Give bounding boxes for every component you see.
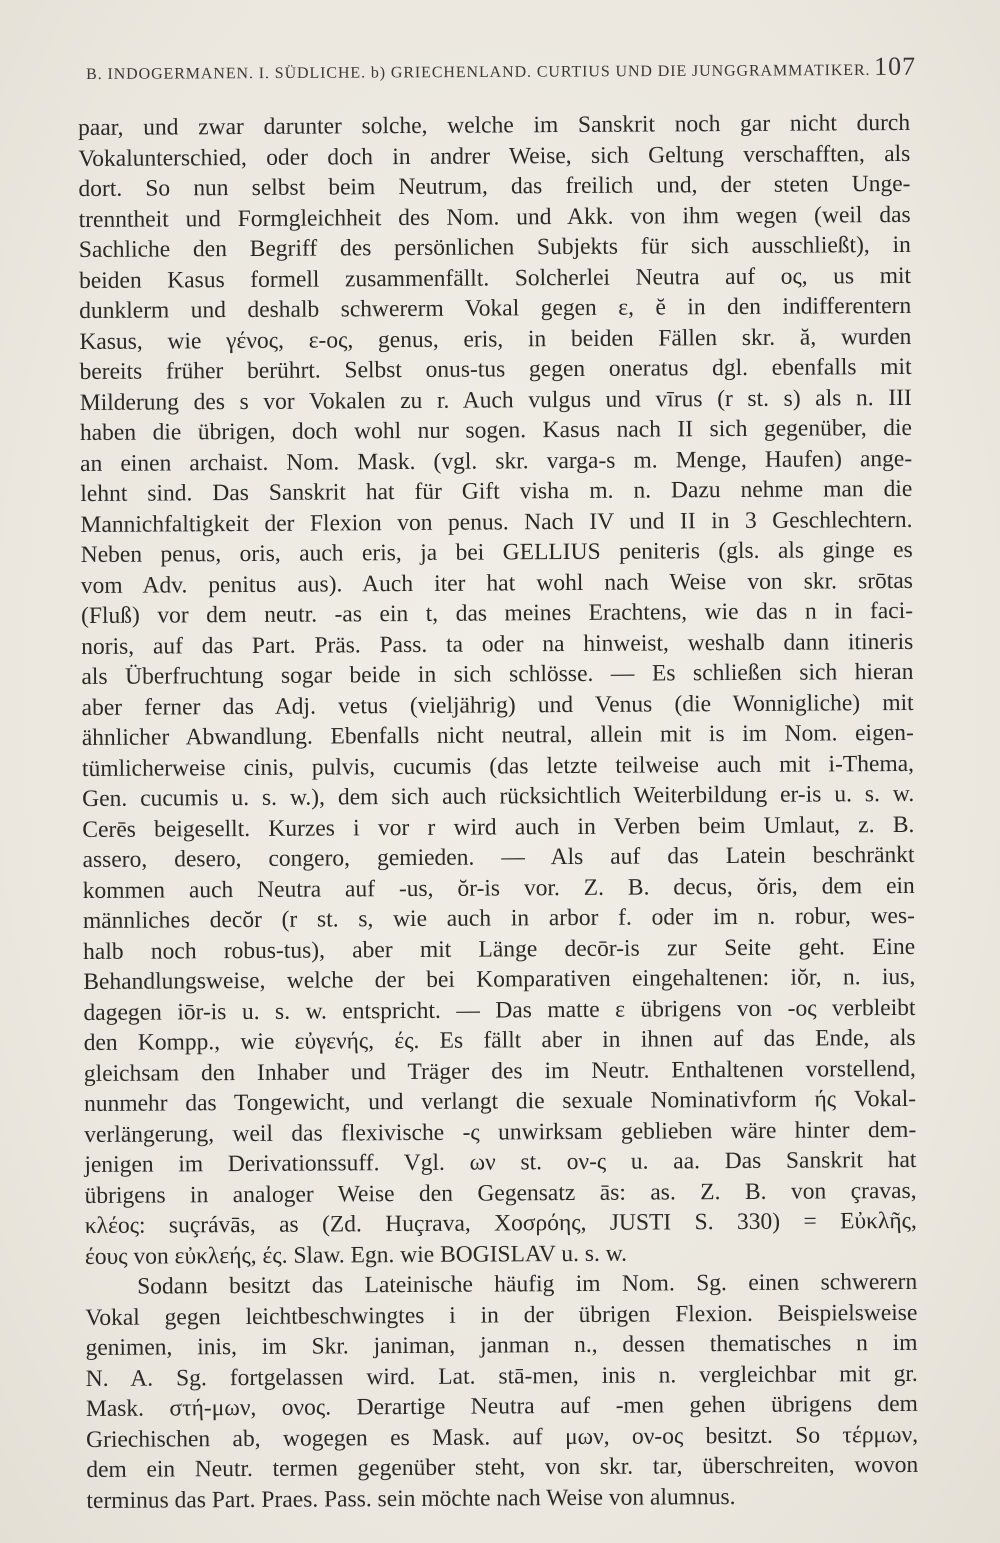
text-line: Vokalunterschied, oder doch in andrer Weise, sich Geltung verschafften, als	[78, 140, 911, 172]
running-title: B. INDOGERMANEN. I. SÜDLICHE. b) GRIECHENLAND. CURTIUS UND DIE JUNGGRAMMATIKER.	[86, 61, 871, 83]
text-line: haben die übrigen, doch wohl nur sogen. Kasus nach II sich gegenüber, die	[79, 414, 913, 446]
text-line: bereits früher berührt. Selbst onus-tus gegen oneratus dgl. ebenfalls mit	[79, 353, 912, 385]
text-line: nunmehr das Tongewicht, und verlangt die sexuale Nominativform ής Vokal-	[83, 1085, 917, 1117]
text-line: als Überfruchtung sogar beide in sich schlösse. — Es schließen sich hieran	[81, 658, 914, 690]
text-line: jenigen im Derivationssuff. Vgl. ων st. ον-ς u. aa. Das Sanskrit hat	[84, 1146, 917, 1178]
text-line: Sachliche den Begriff des persönlichen Subjekts für sich ausschließt), in	[78, 231, 911, 263]
text-line: tümlicherweise cinis, pulvis, cucumis (das letzte teilweise auch mit i-Thema,	[81, 750, 915, 782]
page-number: 107	[873, 51, 917, 81]
text-line: Kasus, wie γένος, ε-ος, genus, eris, in beiden Fällen skr. ă, wurden	[79, 323, 912, 355]
text-line: vom Adv. penitus aus). Auch iter hat wohl nach Weise von skr. srōtas	[80, 567, 913, 599]
text-line: ähnlicher Abwandlung. Ebenfalls nicht neutral, allein mit is im Nom. eigen-	[81, 719, 914, 751]
text-line: Neben penus, oris, auch eris, ja bei GELLIUS peniteris (gls. als ginge es	[80, 536, 913, 568]
text-line: genimen, inis, im Skr. janiman, janman n., dessen thematisches n im	[85, 1329, 918, 1361]
text-line: aber ferner das Adj. vetus (vieljährig) und Venus (die Wonnigliche) mit	[81, 689, 914, 721]
text-line: Sodann besitzt das Lateinische häufig im Nom. Sg. einen schwerern	[137, 1268, 918, 1300]
text-line: (Fluß) vor dem neutr. -as ein t, das meines Erachtens, wie das n in faci-	[80, 597, 914, 629]
text-line: Behandlungsweise, welche der bei Komparativen eingehaltenen: iŏr, n. ius,	[83, 963, 916, 995]
text-line: dem ein Neutr. termen gegenüber steht, von skr. tar, überschreiten, wovon	[86, 1451, 919, 1483]
text-line: Vokal gegen leichtbeschwingtes i in der übrigen Flexion. Beispielsweise	[85, 1299, 918, 1331]
text-line: halb noch robus-tus), aber mit Länge decōr-is zur Seite geht. Eine	[83, 933, 916, 965]
text-line: männliches decŏr (r st. s, wie auch in arbor f. oder im n. robur, wes-	[82, 902, 915, 934]
text-line: verlängerung, weil das flexivische -ς unwirksam geblieben wäre hinter dem-	[84, 1116, 917, 1148]
text-line: lehnt sind. Das Sanskrit hat für Gift visha m. n. Dazu nehme man die	[80, 475, 913, 507]
text-line: terminus das Part. Praes. Pass. sein möchte nach Weise von alumnus.	[86, 1483, 736, 1514]
text-line: Milderung des s vor Vokalen zu r. Auch vulgus und vīrus (r st. s) als n. III	[79, 384, 912, 416]
text-line: übrigens in analoger Weise den Gegensatz ās: as. Z. B. von çravas,	[84, 1177, 917, 1209]
paragraph-2	[85, 1267, 918, 1516]
text-line: N. A. Sg. fortgelassen wird. Lat. stā-men, inis n. vergleichbar mit gr.	[85, 1360, 918, 1392]
text-line: den Kompp., wie εὐγενής, ές. Es fällt aber in ihnen auf das Ende, als	[83, 1024, 916, 1056]
running-head	[86, 52, 916, 90]
text-line: dort. So nun selbst beim Neutrum, das freilich und, der steten Unge-	[78, 170, 911, 202]
text-line: paar, und zwar darunter solche, welche im Sanskrit noch gar nicht durch	[78, 109, 911, 141]
text-line: beiden Kasus formell zusammenfällt. Solcherlei Neutra auf ος, us mit	[78, 262, 912, 294]
text-line: κλέος: suçrávās, as (Zd. Huçrava, Χοσρόης, JUSTI S. 330) = Εὐκλῆς,	[84, 1207, 917, 1239]
text-line: Mask. στή-μων, ονος. Derartige Neutra auf -men gehen übrigens dem	[85, 1390, 918, 1422]
text-line: Gen. cucumis u. s. w.), dem sich auch rücksichtlich Weiterbildung er-is u. s. w.	[82, 780, 915, 812]
text-line: dagegen iōr-is u. s. w. entspricht. — Das matte ε übrigens von -ος verbleibt	[83, 994, 916, 1026]
text-line: noris, auf das Part. Präs. Pass. ta oder na hinweist, weshalb dann itineris	[81, 628, 914, 660]
text-line: kommen auch Neutra auf -us, ŏr-is vor. Z. B. decus, ŏris, dem ein	[82, 872, 915, 904]
paragraph-1	[78, 108, 917, 1272]
text-line: assero, desero, congero, gemieden. — Als auf das Latein beschränkt	[82, 841, 915, 873]
text-line: Mannichfaltigkeit der Flexion von penus. Nach IV und II in 3 Geschlechtern.	[80, 506, 913, 538]
text-line: gleichsam den Inhaber und Träger des im Neutr. Enthaltenen vorstellend,	[83, 1055, 916, 1087]
text-line: Cerēs beigesellt. Kurzes i vor r wird auch in Verben beim Umlaut, z. B.	[82, 811, 915, 843]
text-line: dunklerm und deshalb schwererm Vokal gegen ε, ĕ in den indifferentern	[79, 292, 912, 324]
text-line: Griechischen ab, wogegen es Mask. auf μων, ον-ος besitzt. So τέρμων,	[86, 1421, 919, 1453]
body-text	[78, 108, 919, 1516]
text-line: έους von εὐκλεής, ές. Slaw. Egn. wie BOGISLAV u. s. w.	[84, 1240, 628, 1270]
text-line: trenntheit und Formgleichheit des Nom. und Akk. von ihm wegen (weil das	[78, 201, 911, 233]
text-line: an einen archaist. Nom. Mask. (vgl. skr. varga-s m. Menge, Haufen) ange-	[80, 445, 913, 477]
